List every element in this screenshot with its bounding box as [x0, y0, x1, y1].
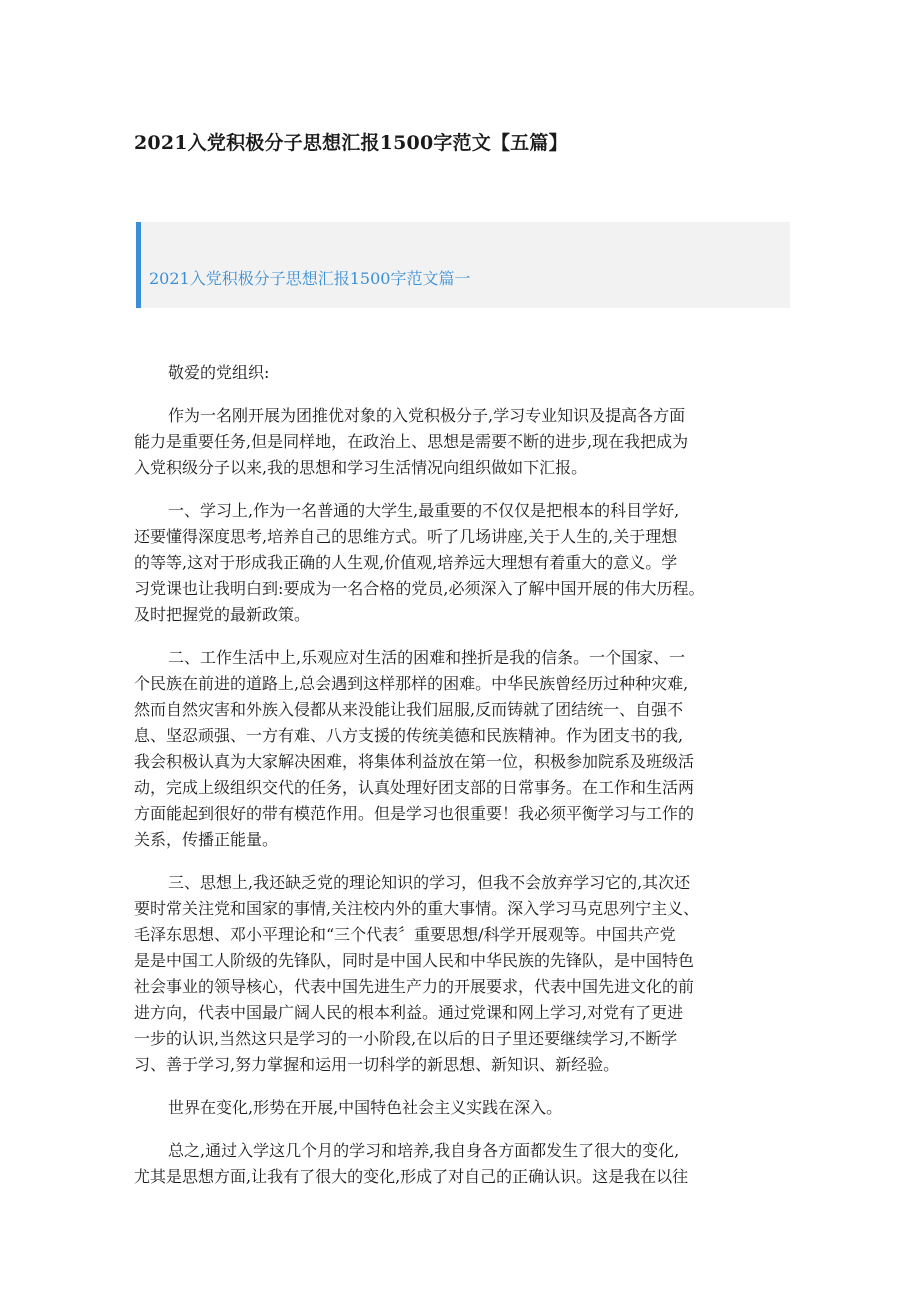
- paragraph-5: [134, 1095, 790, 1121]
- paragraph-4: [134, 870, 790, 1078]
- paragraph-line: 二、工作生活中上,乐观应对生活的困难和挫折是我的信条。一个国家、一: [168, 648, 686, 667]
- paragraph-line: 方面能起到很好的带有模范作用。但是学习也很重要！我必须平衡学习与工作的: [134, 804, 695, 823]
- paragraph-line: 一步的认识,当然这只是学习的一小阶段,在以后的日子里还要继续学习,不断学: [134, 1029, 678, 1048]
- paragraph-line: 个民族在前进的道路上,总会遇到这样那样的困难。中华民族曾经历过种种灾难,: [134, 674, 689, 693]
- paragraph-line: 毛泽东思想、邓小平理论和“三个代表〞重要思想/科学开展观等。中国共产党: [134, 925, 676, 944]
- document-body: [134, 360, 790, 1207]
- paragraph-line: 要时常关注党和国家的事情,关注校内外的重大事情。深入学习马克思列宁主义、: [134, 899, 700, 918]
- paragraph-line: 习、善于学习,努力掌握和运用一切科学的新思想、新知识、新经验。: [134, 1055, 620, 1074]
- paragraph-line: 一、学习上,作为一名普通的大学生,最重要的不仅仅是把根本的科目学好,: [168, 501, 680, 520]
- paragraph-line: 关系，传播正能量。: [134, 830, 279, 849]
- paragraph-1: [134, 403, 790, 481]
- paragraph-line: 能力是重要任务,但是同样地，在政治上、思想是需要不断的进步,现在我把成为: [134, 432, 689, 451]
- paragraph-line: 入党积级分子以来,我的思想和学习生活情况向组织做如下汇报。: [134, 458, 588, 477]
- section-heading-box: [136, 222, 790, 308]
- greeting: 敬爱的党组织:: [168, 363, 270, 382]
- paragraph-line: 三、思想上,我还缺乏党的理论知识的学习，但我不会放弃学习它的,其次还: [168, 873, 691, 892]
- paragraph-line: 进方向，代表中国最广阔人民的根本利益。通过党课和网上学习,对党有了更进: [134, 1003, 684, 1022]
- paragraph-line: 及时把握党的最新政策。: [134, 605, 311, 624]
- section-heading: 2021入党积极分子思想汇报1500字范文篇一: [149, 269, 471, 288]
- paragraph-line: 动，完成上级组织交代的任务，认真处理好团支部的日常事务。在工作和生活两: [134, 778, 695, 797]
- paragraph-line: 总之,通过入学这几个月的学习和培养,我自身各方面都发生了很大的变化,: [168, 1141, 680, 1160]
- paragraph-2: [134, 498, 790, 628]
- paragraph-line: 我会积极认真为大家解决困难，将集体利益放在第一位，积极参加院系及班级活: [134, 752, 695, 771]
- paragraph-line: 世界在变化,形势在开展,中国特色社会主义实践在深入。: [168, 1098, 563, 1117]
- paragraph-line: 社会事业的领导核心，代表中国先进生产力的开展要求，代表中国先进文化的前: [134, 977, 695, 996]
- paragraph-3: [134, 645, 790, 853]
- paragraph-line: 息、坚忍顽强、一方有难、八方支援的传统美德和民族精神。作为团支书的我,: [134, 726, 684, 745]
- paragraph-line: 尤其是思想方面,让我有了很大的变化,形成了对自己的正确认识。这是我在以往: [134, 1167, 689, 1186]
- paragraph-line: 习党课也让我明白到:要成为一名合格的党员,必须深入了解中国开展的伟大历程。: [134, 579, 705, 598]
- paragraph-line: 然而自然灾害和外族入侵都从来没能让我们屈服,反而铸就了团结统一、自强不: [134, 700, 684, 719]
- paragraph-line: 是是中国工人阶级的先锋队，同时是中国人民和中华民族的先锋队，是中国特色: [134, 951, 695, 970]
- paragraph-line: 作为一名刚开展为团推优对象的入党积极分子,学习专业知识及提高各方面: [168, 406, 686, 425]
- paragraph-line: 的等等,这对于形成我正确的人生观,价值观,培养远大理想有着重大的意义。学: [134, 553, 678, 572]
- paragraph-6: [134, 1138, 790, 1190]
- page-title: 2021入党积极分子思想汇报1500字范文【五篇】: [134, 132, 568, 154]
- paragraph-line: 还要懂得深度思考,培养自己的思维方式。听了几场讲座,关于人生的,关于理想: [134, 527, 678, 546]
